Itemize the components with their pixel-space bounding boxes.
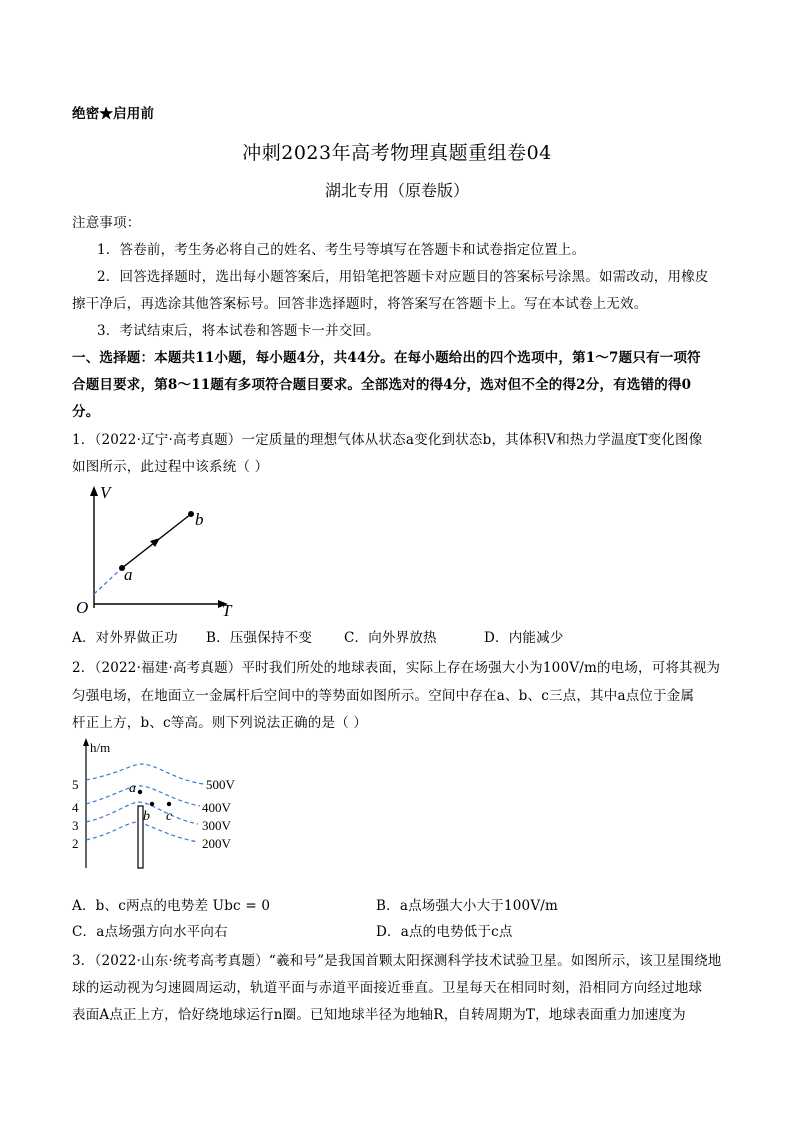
tick-label: 4 xyxy=(72,800,79,815)
v-axis-label: V xyxy=(100,483,111,502)
secret-mark: 绝密★启用前 xyxy=(72,106,155,122)
section-instructions: 分。 xyxy=(72,404,100,420)
option-c: C．a点场强方向水平向右 xyxy=(72,924,228,940)
notice-item: 擦干净后，再选涂其他答案标号。回答非选择题时，将答案写在答题卡上。写在本试卷上无效。 xyxy=(72,296,648,312)
extrapolation-line xyxy=(94,568,122,594)
point-a-label: a xyxy=(129,781,136,796)
notice-heading: 注意事项： xyxy=(72,215,141,231)
option-a: A．b、c两点的电势差 Ubc = 0 xyxy=(72,898,271,914)
option-b: B．a点场强大小大于100V/m xyxy=(376,898,559,914)
equipotential-500v xyxy=(86,764,204,784)
question-2-text: 杆正上方，b、c等高。则下列说法正确的是（ ） xyxy=(72,715,368,731)
page-title: 冲刺2023年高考物理真题重组卷04 xyxy=(242,142,552,164)
question-3-text: 球的运动视为匀速圆周运动，轨道平面与赤道平面接近垂直。卫星每天在相同时刻，沿相同方向经过地球 xyxy=(72,980,703,996)
v-axis-arrow-icon xyxy=(90,486,98,496)
tick-label: 2 xyxy=(72,836,79,851)
point-b-label: b xyxy=(143,809,150,824)
option-a: A．对外界做正功 xyxy=(72,630,178,646)
option-b: B．压强保持不变 xyxy=(206,630,313,646)
point-c xyxy=(167,802,171,806)
question-2-text: 匀强电场，在地面立一金属杆后空间中的等势面如图所示。空间中存在a、b、c三点，其中a点位于金属 xyxy=(72,688,695,704)
h-axis-arrow-icon xyxy=(83,738,89,746)
potential-label: 300V xyxy=(202,818,231,833)
section-instructions: 一、选择题：本题共11小题，每小题4分，共44分。在每小题给出的四个选项中，第1～7题只有一项符 xyxy=(72,350,701,366)
point-c-label: c xyxy=(166,809,173,824)
state-b-label: b xyxy=(195,510,204,529)
notice-item: 1．答卷前，考生务必将自己的姓名、考生号等填写在答题卡和试卷指定位置上。 xyxy=(97,242,586,258)
option-d: D．内能减少 xyxy=(484,630,564,646)
section-instructions: 合题目要求，第8～11题有多项符合题目要求。全部选对的得4分，选对但不全的得2分，有选错的得0 xyxy=(72,377,692,393)
h-axis-label: h/m xyxy=(90,740,111,755)
notice-item: 2．回答选择题时，选出每小题答案后，用铅笔把答题卡对应题目的答案标号涂黑。如需改动，用橡皮 xyxy=(97,269,709,285)
equipotential-400v xyxy=(86,786,200,806)
page-subtitle: 湖北专用（原卷版） xyxy=(324,181,469,200)
state-b-point xyxy=(188,511,194,517)
state-a-label: a xyxy=(124,565,133,584)
potential-label: 400V xyxy=(202,800,231,815)
tick-label: 3 xyxy=(72,818,79,833)
option-c: C．向外界放热 xyxy=(344,630,437,646)
question-1-text: 如图所示，此过程中该系统（ ） xyxy=(72,459,269,475)
equipotential-figure xyxy=(66,734,266,874)
point-a xyxy=(138,790,142,794)
question-3-text: 表面A点正上方，恰好绕地球运行n圈。已知地球半径为地轴R，自转周期为T，地球表面重力加速度为 xyxy=(72,1007,686,1023)
potential-label: 200V xyxy=(202,836,231,851)
point-b xyxy=(150,802,154,806)
origin-label: O xyxy=(76,598,89,617)
vt-graph xyxy=(70,482,245,620)
question-3-text: 3．（2022·山东·统考高考真题）“羲和号”是我国首颗太阳探测科学技术试验卫星。如图所示，该卫星围绕地 xyxy=(72,953,722,969)
t-axis-label: T xyxy=(222,601,232,620)
question-1-text: 1．（2022·辽宁·高考真题）一定质量的理想气体从状态a变化到状态b，其体积V和热力学温度T变化图像 xyxy=(72,432,703,448)
option-d: D．a点的电势低于c点 xyxy=(376,924,513,940)
potential-label: 500V xyxy=(206,777,235,792)
notice-item: 3．考试结束后，将本试卷和答题卡一并交回。 xyxy=(97,323,380,339)
question-2-text: 2．（2022·福建·高考真题）平时我们所处的地球表面，实际上存在场强大小为100V/m的电场，可将其视为 xyxy=(72,660,721,676)
tick-label: 5 xyxy=(72,777,79,792)
